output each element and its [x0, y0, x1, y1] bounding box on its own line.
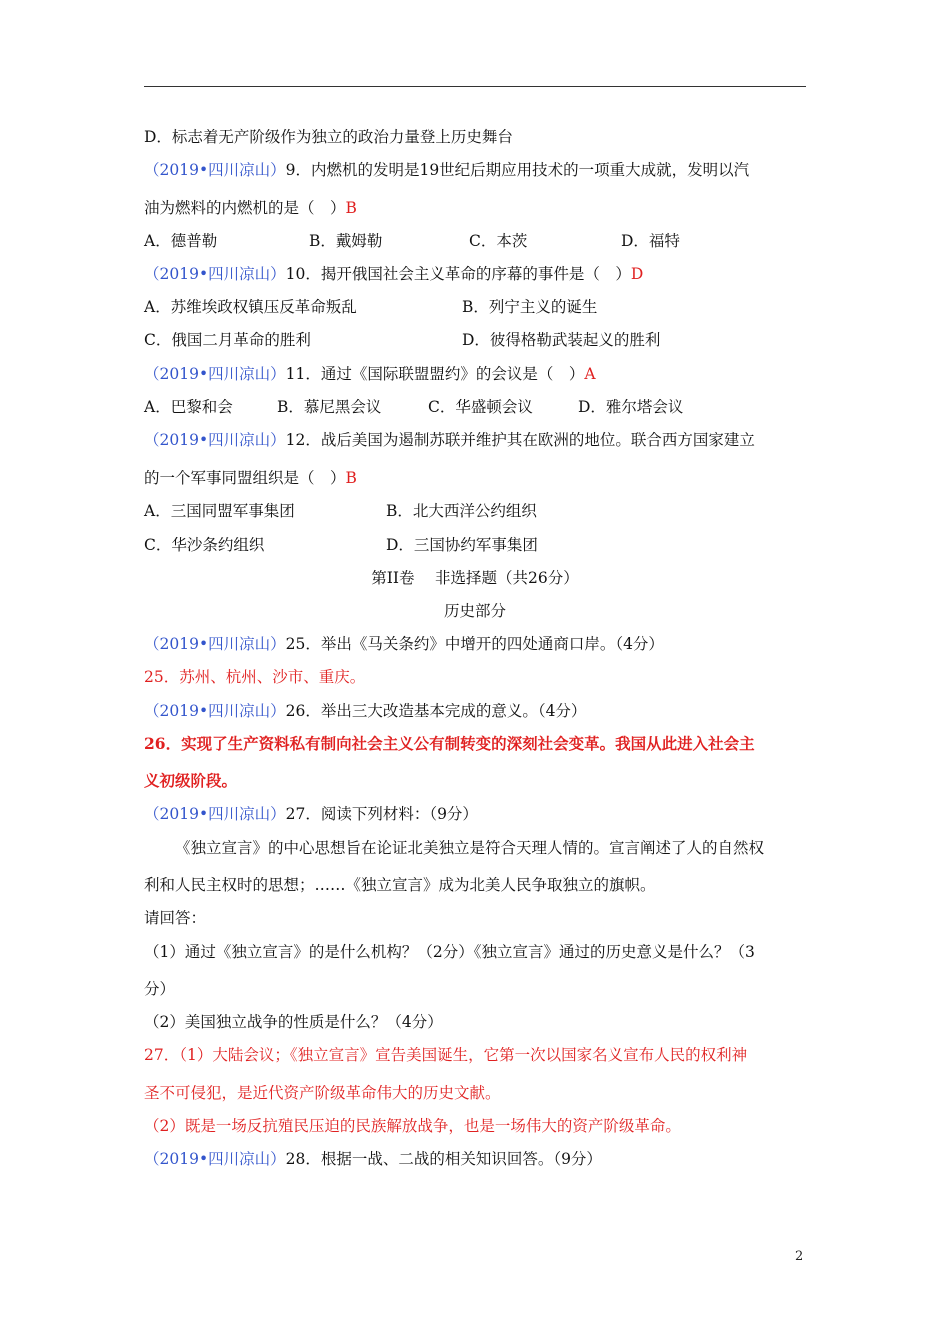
q9-option-a: A．德普勒: [144, 232, 218, 250]
q26-answer-line2: 义初级阶段。: [144, 771, 238, 790]
q27-sub2: （2）美国独立战争的性质是什么？（4分）: [144, 1013, 443, 1031]
q25-source: （2019•四川凉山）: [144, 635, 286, 653]
q9-stem-line1: [144, 160, 749, 180]
q10-options-row2: [144, 330, 806, 350]
q9-source: （2019•四川凉山）: [144, 161, 286, 179]
q11-option-a: A．巴黎和会: [144, 398, 233, 416]
q26-stem: 26．举出三大改造基本完成的意义。（4分）: [285, 702, 587, 720]
q11-option-b: B．慕尼黑会议: [277, 398, 382, 416]
q12-option-a: A．三国同盟军事集团: [144, 502, 295, 520]
q27-prompt: 请回答：: [144, 909, 207, 927]
q10-option-c: C．俄国二月革命的胜利: [144, 331, 311, 349]
q9-option-d: D．福特: [621, 232, 680, 250]
page-number: 2: [795, 1249, 804, 1264]
q9-answer: B: [345, 199, 357, 217]
q9-option-b: B．戴姆勒: [309, 232, 383, 250]
q12-source: （2019•四川凉山）: [144, 431, 286, 449]
q11-answer: A: [584, 365, 596, 383]
q11-stem: 11．通过《国际联盟盟约》的会议是（ ）: [285, 365, 585, 383]
q9-options: [144, 231, 806, 251]
q28-stem-line: [144, 1149, 602, 1169]
q10-option-a: A．苏维埃政权镇压反革命叛乱: [144, 298, 357, 316]
q27-sub1-line1: （1）通过《独立宣言》的是什么机构？（2分）《独立宣言》通过的历史意义是什么？（3: [144, 943, 755, 961]
section-subtitle: 历史部分: [443, 602, 506, 620]
q9-stem-line2: [144, 198, 357, 218]
q9-stem: 9．内燃机的发明是19世纪后期应用技术的一项重大成就，发明以汽: [285, 161, 750, 179]
q9-option-c: C．本茨: [469, 232, 528, 250]
q27-stem-line: [144, 804, 478, 824]
q28-stem: 28．根据一战、二战的相关知识回答。（9分）: [285, 1150, 602, 1168]
q27-stem: 27．阅读下列材料：（9分）: [285, 805, 478, 823]
q11-stem-line: [144, 364, 596, 384]
q11-source: （2019•四川凉山）: [144, 365, 286, 383]
q10-stem-line: [144, 264, 643, 284]
q28-source: （2019•四川凉山）: [144, 1150, 286, 1168]
q12-options-row1: [144, 501, 806, 521]
q12-option-d: D．三国协约军事集团: [386, 536, 538, 554]
q11-options: [144, 397, 806, 417]
q8-option-d: D．标志着无产阶级作为独立的政治力量登上历史舞台: [144, 128, 513, 146]
q10-source: （2019•四川凉山）: [144, 265, 286, 283]
q27-answer1-line2: 圣不可侵犯，是近代资产阶级革命伟大的历史文献。: [144, 1084, 501, 1102]
q12-stem-line2: [144, 468, 357, 488]
q25-stem-line: [144, 634, 664, 654]
q12-stem: 12．战后美国为遏制苏联并维护其在欧洲的地位。联合西方国家建立: [285, 431, 755, 449]
q12-option-c: C．华沙条约组织: [144, 536, 265, 554]
q27-source: （2019•四川凉山）: [144, 805, 286, 823]
q25-answer: 25．苏州、杭州、沙市、重庆。: [144, 668, 366, 686]
q27-sub1-line2: 分）: [144, 980, 176, 998]
q10-options-row1: [144, 297, 806, 317]
q26-source: （2019•四川凉山）: [144, 702, 286, 720]
q12-stem-line1: [144, 430, 755, 450]
q26-answer-line1: 26．实现了生产资料私有制向社会主义公有制转变的深刻社会变革。我国从此进入社会主: [144, 734, 755, 753]
q12-option-b: B．北大西洋公约组织: [386, 502, 537, 520]
q11-option-c: C．华盛顿会议: [428, 398, 533, 416]
q9-stem-cont: 油为燃料的内燃机的是（ ）: [144, 199, 346, 217]
q26-stem-line: [144, 701, 586, 721]
header-rule: [144, 86, 806, 87]
q10-answer: D: [630, 265, 644, 283]
q12-stem-cont: 的一个军事同盟组织是（ ）: [144, 469, 346, 487]
q27-material-line1: 《独立宣言》的中心思想旨在论证北美独立是符合天理人情的。宣言阐述了人的自然权: [175, 839, 765, 857]
q12-options-row2: [144, 535, 806, 555]
q12-answer: B: [345, 469, 357, 487]
q27-answer1-line1: 27．（1）大陆会议；《独立宣言》宣告美国诞生，它第一次以国家名义宣布人民的权利神: [144, 1046, 748, 1064]
q25-stem: 25．举出《马关条约》中增开的四处通商口岸。（4分）: [285, 635, 664, 653]
q11-option-d: D．雅尔塔会议: [578, 398, 684, 416]
q27-answer2: （2）既是一场反抗殖民压迫的民族解放战争，也是一场伟大的资产阶级革命。: [144, 1117, 681, 1135]
section-title: 第II卷 非选择题（共26分）: [371, 569, 579, 587]
q10-option-d: D．彼得格勒武装起义的胜利: [462, 331, 661, 349]
q10-stem: 10．揭开俄国社会主义革命的序幕的事件是（ ）: [285, 265, 631, 283]
q27-material-line2: 利和人民主权时的思想；……《独立宣言》成为北美人民争取独立的旗帜。: [144, 876, 656, 894]
q10-option-b: B．列宁主义的诞生: [462, 298, 598, 316]
